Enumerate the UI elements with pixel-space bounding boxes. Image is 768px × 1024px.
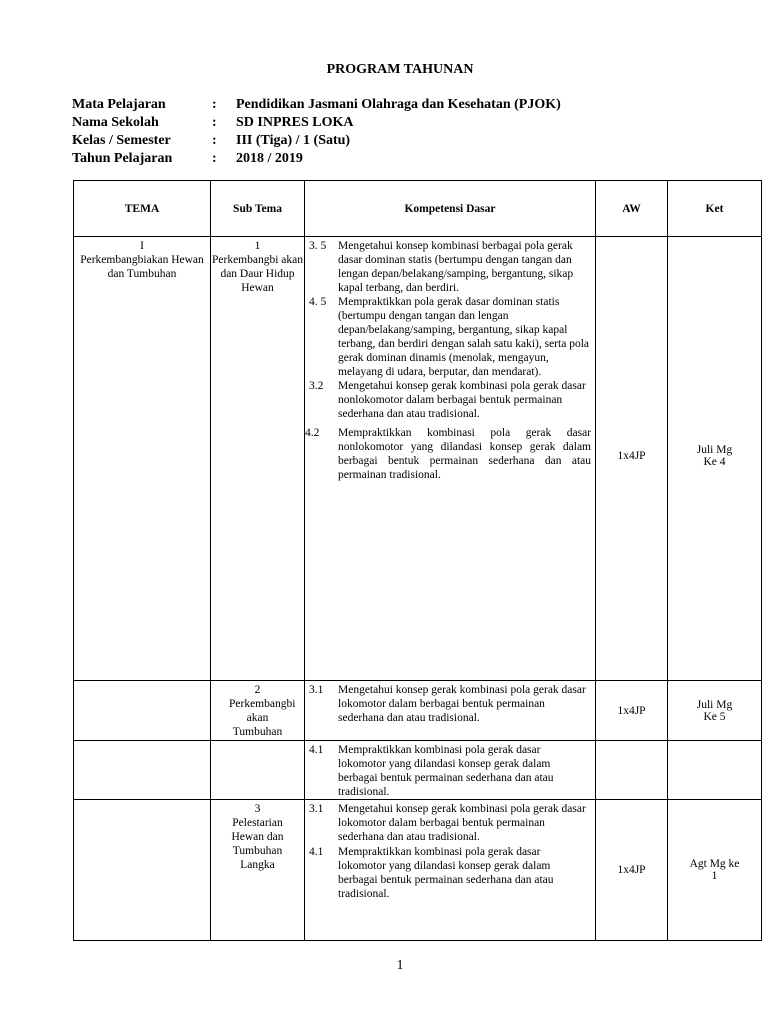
kd-item	[305, 379, 595, 421]
kd-number: 3. 5	[309, 240, 327, 252]
kd-text: Mengetahui konsep gerak kombinasi pola gerak dasar lokomotor dalam berbagai bentuk permainan sederhana dan atau tradisional.	[338, 803, 586, 843]
kd-text: Mempraktikkan pola gerak dasar dominan statis (bertumpu dengan tangan dan lengan depan/belakang/samping, bergantung, sikap kapal terbang, dan berdiri dengan salah satu kaki), serta pola gerak dominan dinamis (menolak, mengayun, melayang di udara, berputar, dan mendarat).	[338, 296, 589, 378]
kd-number: 3.1	[309, 803, 324, 815]
kd-number: 3.2	[309, 380, 324, 392]
school-label: Nama Sekolah	[72, 115, 159, 130]
table-row	[74, 800, 762, 941]
class-label: Kelas / Semester	[72, 133, 171, 148]
info-row-school	[72, 114, 561, 132]
kd-number: 4.2	[305, 427, 320, 439]
tema-cell-empty	[74, 741, 211, 800]
year-value: 2018 / 2019	[236, 151, 303, 166]
header-kompetensi-dasar: Kompetensi Dasar	[305, 181, 596, 237]
kd-text: Mengetahui konsep kombinasi berbagai pola gerak dasar dominan statis (bertumpu dengan tangan dan lengan depan/belakang/samping, bergantung, sikap kapal terbang, dan berdiri.	[338, 240, 574, 294]
kd-text: Mengetahui konsep gerak kombinasi pola gerak dasar nonlokomotor dalam berbagai bentuk permainan sederhana dan atau tradisional.	[338, 380, 586, 420]
kd-cell	[305, 800, 596, 941]
kd-item	[305, 295, 595, 379]
ket-value: Juli Mg Ke 4	[696, 443, 733, 468]
header-tema: TEMA	[74, 181, 211, 237]
kd-number: 3.1	[309, 684, 324, 696]
header-sub-tema: Sub Tema	[211, 181, 305, 237]
kd-cell	[305, 681, 596, 741]
sub-tema-number: 1	[254, 240, 261, 252]
kd-number: 4.1	[309, 846, 324, 858]
kd-text: Mempraktikkan kombinasi pola gerak dasar lokomotor yang dilandasi konsep gerak dalam berbagai bentuk permainan sederhana dan atau tradisional.	[338, 744, 554, 798]
sub-tema-number: 3	[254, 803, 261, 815]
colon: :	[212, 151, 217, 166]
aw-cell-empty	[596, 741, 668, 800]
ket-value: Juli Mg Ke 5	[696, 698, 733, 723]
aw-value: 1x4JP	[617, 449, 646, 462]
table-row	[74, 237, 762, 681]
aw-value: 1x4JP	[617, 864, 646, 876]
table-row	[74, 681, 762, 741]
kd-text: Mempraktikkan kombinasi pola gerak dasar lokomotor yang dilandasi konsep gerak dalam berbagai bentuk permainan sederhana dan atau tradisional.	[338, 846, 554, 900]
sub-tema-cell	[211, 237, 305, 681]
subject-label: Mata Pelajaran	[72, 97, 166, 112]
subject-value: Pendidikan Jasmani Olahraga dan Kesehatan (PJOK)	[236, 97, 561, 112]
colon: :	[212, 115, 217, 130]
year-label: Tahun Pelajaran	[72, 151, 173, 166]
kd-text: Mempraktikkan kombinasi pola gerak dasar nonlokomotor yang dilandasi konsep gerak dalam berbagai bentuk permainan sederhana dan atau permainan tradisional.	[338, 427, 591, 481]
info-row-subject	[72, 96, 561, 114]
header-aw: AW	[596, 181, 668, 237]
ket-value: Agt Mg ke 1	[689, 858, 740, 882]
sub-tema-name: Perkembangbi akan Tumbuhan	[229, 698, 296, 738]
kd-item	[305, 239, 595, 295]
tema-cell-empty	[74, 800, 211, 941]
table-header-row	[74, 181, 762, 237]
sub-tema-name: Perkembangbi akan dan Daur Hidup Hewan	[211, 254, 303, 294]
school-value: SD INPRES LOKA	[236, 115, 354, 130]
info-row-year	[72, 150, 561, 168]
aw-cell	[596, 681, 668, 741]
class-value: III (Tiga) / 1 (Satu)	[236, 133, 351, 148]
ket-cell-empty	[668, 741, 762, 800]
kd-cell	[305, 741, 596, 800]
sub-tema-number: 2	[254, 684, 261, 696]
page-number: 1	[396, 958, 404, 973]
aw-cell	[596, 237, 668, 681]
tema-number: I	[140, 240, 144, 252]
colon: :	[212, 133, 217, 148]
kd-item	[305, 683, 595, 725]
kd-text: Mengetahui konsep gerak kombinasi pola gerak dasar lokomotor dalam berbagai bentuk permainan sederhana dan atau tradisional.	[338, 684, 586, 724]
tema-cell	[74, 237, 211, 681]
kd-number: 4.1	[309, 744, 324, 756]
header-ket: Ket	[668, 181, 762, 237]
kd-item	[305, 845, 595, 901]
ket-cell	[668, 237, 762, 681]
program-table	[73, 180, 762, 941]
ket-cell	[668, 800, 762, 941]
sub-tema-cell	[211, 681, 305, 741]
sub-tema-cell-empty	[211, 741, 305, 800]
colon: :	[212, 97, 217, 112]
aw-value: 1x4JP	[617, 704, 646, 717]
kd-number: 4. 5	[309, 296, 327, 308]
document-title: PROGRAM TAHUNAN	[326, 62, 474, 77]
tema-cell-empty	[74, 681, 211, 741]
info-block	[72, 96, 561, 168]
kd-cell	[305, 237, 596, 681]
kd-item	[305, 426, 595, 482]
sub-tema-cell	[211, 800, 305, 941]
ket-cell	[668, 681, 762, 741]
kd-item	[305, 802, 595, 844]
kd-item	[305, 743, 595, 799]
sub-tema-name: Pelestarian Hewan dan Tumbuhan Langka	[231, 817, 284, 871]
table-row	[74, 741, 762, 800]
tema-name: Perkembangbiakan Hewan dan Tumbuhan	[80, 254, 204, 280]
info-row-class	[72, 132, 561, 150]
aw-cell	[596, 800, 668, 941]
